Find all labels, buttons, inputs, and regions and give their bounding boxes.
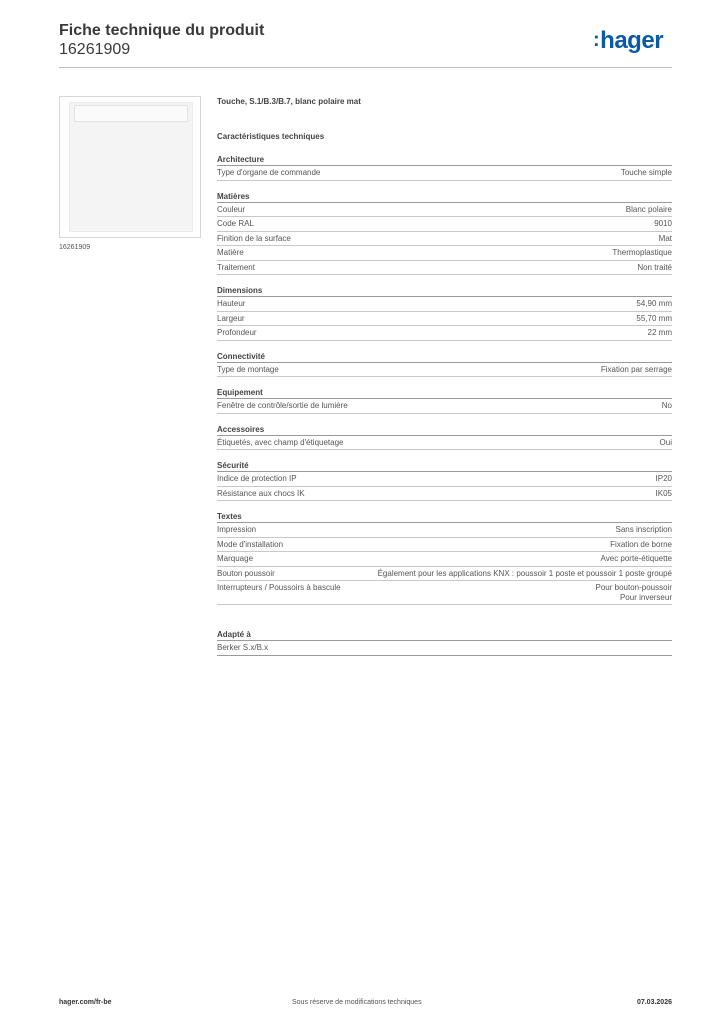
- footer-date: 07.03.2026: [636, 999, 672, 1006]
- spec-label: Berker S.x/B.x: [217, 643, 269, 652]
- spec-row: [217, 487, 672, 502]
- spec-row: [217, 538, 672, 553]
- spec-section: [217, 387, 672, 414]
- spec-label: Impression: [217, 525, 257, 534]
- spec-row: [217, 581, 672, 605]
- spec-label: Hauteur: [217, 299, 246, 308]
- spec-label: Indice de protection IP: [217, 474, 297, 483]
- spec-section: [217, 511, 672, 605]
- spec-value: 9010: [654, 219, 672, 228]
- spec-row: [217, 203, 672, 218]
- spec-value: Thermoplastique: [612, 248, 672, 257]
- spec-value: No: [661, 401, 672, 410]
- spec-row: [217, 641, 672, 656]
- spec-row: [217, 312, 672, 327]
- page-header: [59, 22, 264, 59]
- label-window: [74, 105, 188, 122]
- section-title: Equipement: [217, 387, 672, 399]
- page-title: Fiche technique du produit: [59, 22, 265, 39]
- spec-label: Type d'organe de commande: [217, 168, 321, 177]
- spec-value: Sans inscription: [615, 525, 672, 534]
- spec-label: Code RAL: [217, 219, 254, 228]
- section-title: Adapté à: [217, 629, 672, 641]
- spec-row: [217, 436, 672, 451]
- spec-label: Résistance aux chocs IK: [217, 488, 305, 498]
- spec-value: IP20: [655, 474, 672, 483]
- spec-label: Fenêtre de contrôle/sortie de lumière: [217, 401, 348, 410]
- product-number: 16261909: [59, 41, 131, 58]
- spec-value: 22 mm: [647, 328, 672, 337]
- product-image: [59, 96, 201, 238]
- header-divider: [59, 67, 672, 68]
- logo-dots-icon: :: [593, 29, 600, 51]
- spec-section: [217, 191, 672, 276]
- spec-label: Étiquetés, avec champ d'étiquetage: [217, 437, 344, 447]
- spec-row: [217, 297, 672, 312]
- spec-value: 54,90 mm: [636, 299, 672, 308]
- footer-disclaimer: Sous réserve de modifications techniques: [292, 999, 422, 1006]
- section-title: Architecture: [217, 154, 672, 166]
- spec-row: [217, 472, 672, 487]
- hager-logo: [593, 28, 663, 55]
- spec-value: 55,70 mm: [636, 313, 672, 323]
- spec-content: [217, 96, 672, 656]
- spec-label: Profondeur: [217, 328, 257, 337]
- spec-label: Mode d'installation: [217, 539, 284, 549]
- spec-value: Fixation par serrage: [600, 364, 672, 374]
- spec-value: Touche simple: [620, 168, 672, 177]
- spec-value: Pour bouton-poussoir Pour inverseur: [595, 583, 672, 602]
- product-name: Touche, S.1/B.3/B.7, blanc polaire mat: [217, 97, 361, 106]
- spec-label: Matière: [217, 248, 244, 257]
- spec-row: [217, 217, 672, 232]
- section-title: Accessoires: [217, 424, 672, 436]
- spec-label: Marquage: [217, 554, 254, 563]
- spec-row: [217, 261, 672, 276]
- spec-label: Bouton poussoir: [217, 568, 275, 578]
- spec-value: Avec porte-étiquette: [600, 554, 672, 563]
- section-title: Textes: [217, 511, 672, 523]
- product-plate: [69, 102, 193, 232]
- spec-value: Oui: [659, 437, 672, 447]
- section-title: Connectivité: [217, 351, 672, 363]
- spec-value: IK05: [655, 488, 672, 498]
- page-footer: [59, 999, 672, 1011]
- spec-row: [217, 567, 672, 582]
- spec-row: [217, 166, 672, 181]
- spec-row: [217, 246, 672, 261]
- characteristics-title: Caractéristiques techniques: [217, 132, 325, 141]
- logo-text: hager: [600, 27, 664, 54]
- spec-value: Blanc polaire: [625, 204, 672, 214]
- spec-label: Traitement: [217, 262, 255, 272]
- spec-section: [217, 460, 672, 501]
- section-title: Dimensions: [217, 285, 672, 297]
- spec-section: [217, 424, 672, 451]
- spec-value: Mat: [658, 233, 672, 243]
- spec-value: Non traité: [637, 262, 672, 272]
- spec-section: [217, 285, 672, 341]
- spec-row: [217, 552, 672, 567]
- spec-section: [217, 154, 672, 181]
- spec-label: Largeur: [217, 313, 245, 323]
- spec-label: Finition de la surface: [217, 233, 291, 243]
- spec-row: [217, 326, 672, 341]
- spec-section: [217, 351, 672, 378]
- product-image-caption: 16261909: [59, 244, 91, 251]
- section-title: Sécurité: [217, 460, 672, 472]
- spec-value: Également pour les applications KNX : poussoir 1 poste et poussoir 1 poste groupé: [377, 568, 672, 578]
- spec-row: [217, 399, 672, 414]
- spec-row: [217, 232, 672, 247]
- spec-label: Type de montage: [217, 364, 279, 374]
- spec-row: [217, 523, 672, 538]
- footer-website-link[interactable]: hager.com/fr-be: [59, 999, 112, 1006]
- spec-value: Fixation de borne: [610, 539, 672, 549]
- section-title: Matières: [217, 191, 672, 203]
- spec-section: [217, 629, 672, 656]
- spec-label: Couleur: [217, 204, 246, 214]
- spec-sections: [217, 154, 672, 656]
- spec-row: [217, 363, 672, 378]
- spec-label: Interrupteurs / Poussoirs à bascule: [217, 583, 341, 592]
